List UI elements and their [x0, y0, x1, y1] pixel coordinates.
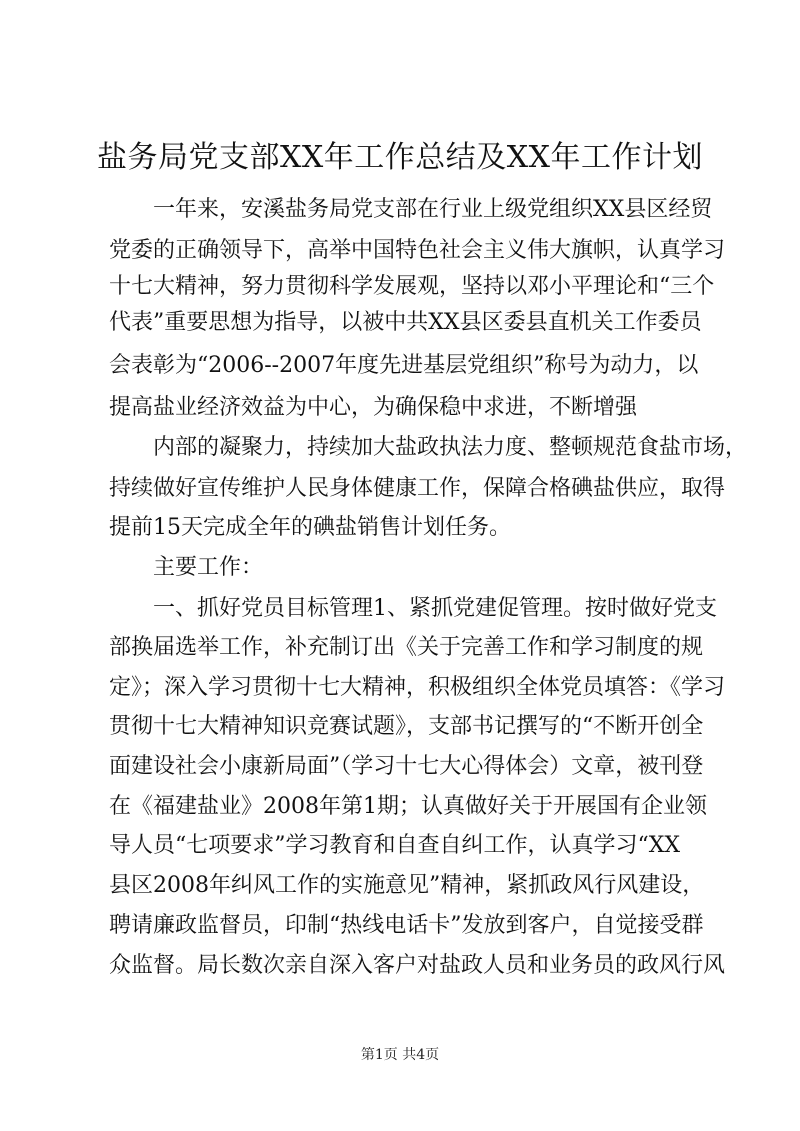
body-line: 县区2008年纠风工作的实施意见”精神，紧抓政风行风建设， — [109, 873, 705, 898]
body-line: 代表”重要思想为指导，以被中共XX县区委县直机关工作委员 — [109, 310, 702, 335]
body-line: 在《福建盐业》2008年第1期；认真做好关于开展国有企业领 — [109, 794, 707, 819]
body-line: 导人员“七项要求”学习教育和自查自纠工作，认真学习“XX — [109, 833, 681, 858]
body-line: 部换届选举工作，补充制订出《关于完善工作和学习制度的规 — [109, 635, 704, 660]
body-line: 贯彻十七大精神知识竞赛试题》，支部书记撰写的“不断开创全 — [109, 714, 704, 739]
body-line: 内部的凝聚力，持续加大盐政执法力度、整顿规范食盐市场， — [153, 435, 748, 460]
body-line: 面建设社会小康新局面”（学习十七大心得体会）文章，被刊登 — [109, 754, 704, 779]
body-line: 持续做好宣传维护人民身体健康工作，保障合格碘盐供应，取得 — [109, 476, 726, 501]
body-line: 提前15天完成全年的碘盐销售计划任务。 — [109, 515, 511, 540]
body-line: 会表彰为“2006--2007年度先进基层党组织”称号为动力，以 — [109, 353, 699, 378]
body-line: 一年来，安溪盐务局党支部在行业上级党组织XX县区经贸 — [153, 197, 713, 222]
body-line: 众监督。局长数次亲自深入客户对盐政人员和业务员的政风行风 — [109, 953, 726, 978]
body-line: 党委的正确领导下，高举中国特色社会主义伟大旗帜，认真学习 — [109, 238, 726, 263]
section-heading: 主要工作： — [153, 555, 264, 580]
body-line: 聘请廉政监督员，印制“热线电话卡”发放到客户，自觉接受群 — [109, 913, 704, 938]
body-line: 一、抓好党员目标管理1、紧抓党建促管理。按时做好党支 — [153, 596, 717, 621]
body-line: 定》；深入学习贯彻十七大精神，积极组织全体党员填答：《学习 — [109, 675, 726, 700]
body-line: 提高盐业经济效益为中心，为确保稳中求进，不断增强 — [109, 395, 638, 420]
body-line: 十七大精神，努力贯彻科学发展观，坚持以邓小平理论和“三个 — [109, 274, 715, 299]
document-title: 盐务局党支部XX年工作总结及XX年工作计划 — [97, 140, 703, 175]
page-number: 第1页 共4页 — [360, 1047, 440, 1063]
